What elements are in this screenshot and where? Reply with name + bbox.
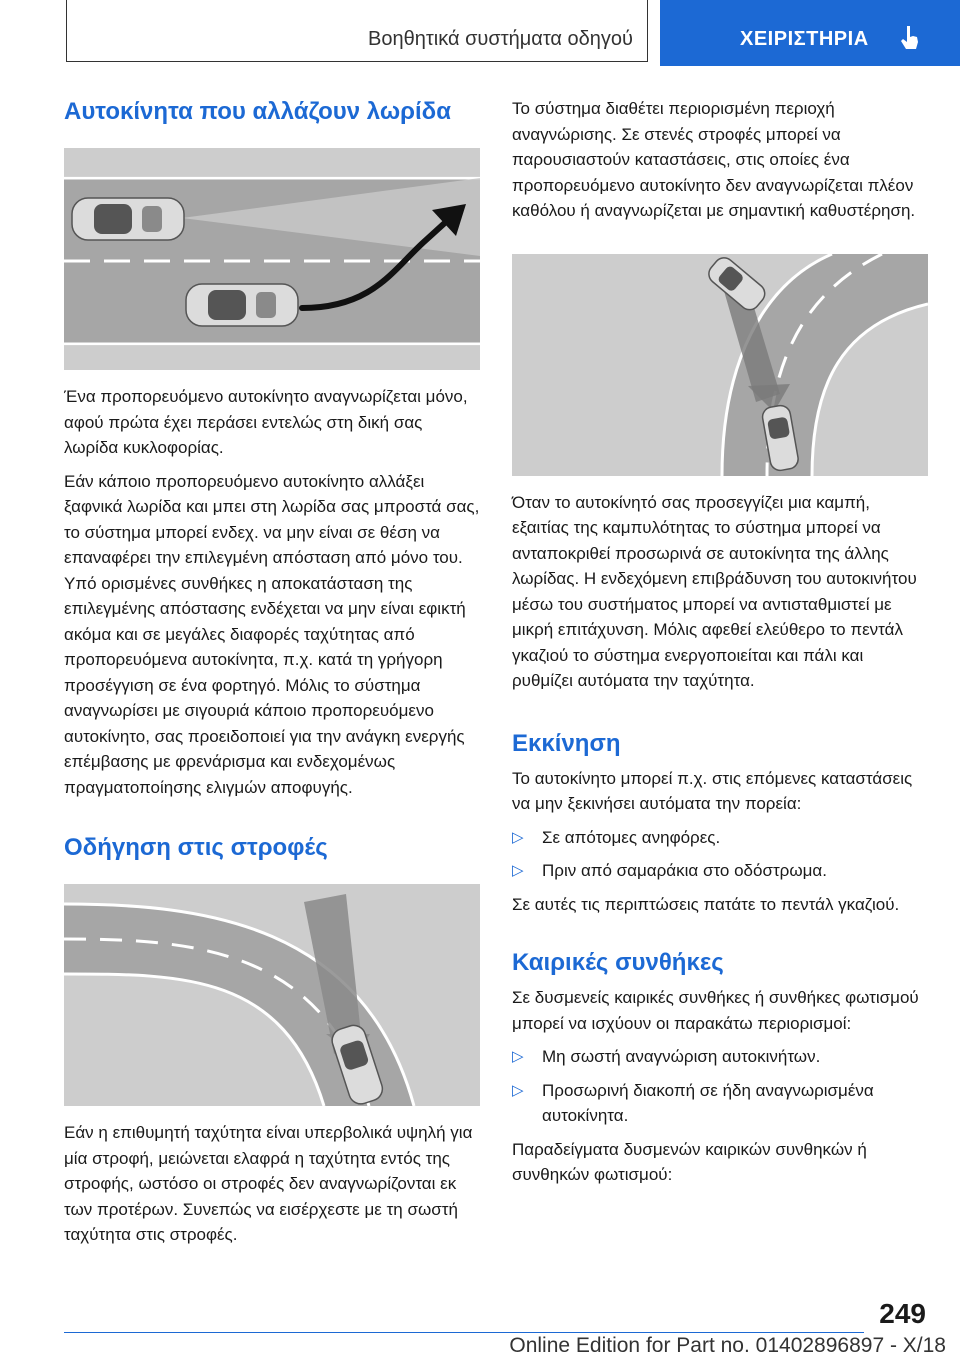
triangle-bullet-icon: ▷: [512, 862, 524, 879]
section-title: Βοηθητικά συστήματα οδηγού: [368, 28, 633, 50]
list-item: ▷ Πριν από σαμαράκια στο οδόστρωμα.: [512, 858, 928, 884]
chapter-title: ΧΕΙΡΙΣΤΗΡΙΑ: [740, 28, 869, 50]
footer-divider: [64, 1332, 864, 1333]
paragraph: Το αυτοκίνητο μπορεί π.χ. στις επόμενες καταστάσεις να μην ξεκινήσει αυτόματα την πορεία:: [512, 768, 913, 813]
paragraph: Παραδείγματα δυσμενών καιρικών συνθηκών ή συνθηκών φωτισμού:: [512, 1139, 867, 1184]
heading-lane-change: Αυτοκίνητα που αλλάζουν λωρίδα: [64, 98, 451, 125]
paragraph: Όταν το αυτοκίνητό σας προσεγγίζει μια καμπή, εξαιτίας της καμπυλότητας το σύστημα μπορεί να ανταποκριθεί προσωρινά σε αυτοκίνητα της άλλης λωρίδας. Η ενδεχόμενη επιβράδυνση του αυτοκινήτου μέσω του συστήματος μπορεί να αντισταθμιστεί με μικρή επιτάχυνση. Μόλις αφεθεί ελεύθερο το πεντάλ γκαζιού το σύστημα ενεργοποιείται και πάλι και ρυθμίζει αυτόματα την ταχύτητα.: [512, 492, 917, 690]
edition-footer: Online Edition for Part no. 01402896897 - X/18: [509, 1334, 946, 1357]
paragraph: Εάν κάποιο προπορευόμενο αυτοκίνητο αλλάξει ξαφνικά λωρίδα και μπει στη λωρίδα σας μπροστά σας, το σύστημα μπορεί ενδεχ. να μην είναι σε θέση να επαναφέρει την επιλεγμένη απόσταση από μόνο του. Υπό ορισμένες συνθήκες η αποκατάσταση της επιλεγμένης απόστασης ενδέχεται να μην είναι εφικτή ακόμα και σε μεγάλες διαφορές ταχύτητας από προπορευόμενα αυτοκίνητα, π.χ. κατά τη γρήγορη προσέγγιση σε ένα φορτηγό. Μόλις το σύστημα αναγνωρίσει με σιγουριά κάποιο προπορευόμενο αυτοκίνητο, σας προειδοποιεί για την ανάγκη ενεργής επέμβασης με φρενάρισμα και ενδεχομένως πραγματοποίησης ελιγμών αποφυγής.: [64, 471, 480, 797]
paragraph: Σε δυσμενείς καιρικές συνθήκες ή συνθήκες φωτισμού μπορεί να ισχύουν οι παρακάτω περιορισμοί:: [512, 988, 919, 1033]
page-header: [0, 0, 960, 66]
paragraph: Το σύστημα διαθέτει περιορισμένη περιοχή αναγνώρισης. Σε στενές στροφές μπορεί να παρουσιαστούν καταστάσεις, στις οποίες ένα προπορευόμενο αυτοκίνητο δεν αναγνωρίζεται πλέον καθόλου ή αναγνωρίζεται με σημαντική καθυστέρηση.: [512, 99, 916, 220]
figure-curve: [64, 884, 480, 1106]
heading-start: Εκκίνηση: [512, 729, 621, 757]
figure-tight-curve: [512, 254, 928, 476]
list-item: ▷ Σε απότομες ανηφόρες.: [512, 825, 928, 851]
list-item: ▷ Μη σωστή αναγνώριση αυτοκινήτων.: [512, 1044, 928, 1070]
triangle-bullet-icon: ▷: [512, 1048, 524, 1065]
section-title-box: [66, 0, 648, 62]
own-car-icon: [186, 284, 298, 326]
triangle-bullet-icon: ▷: [512, 1081, 524, 1099]
page-number: 249: [879, 1298, 926, 1329]
car-ahead-icon: [72, 198, 184, 240]
paragraph: Εάν η επιθυμητή ταχύτητα είναι υπερβολικά υψηλή για μία στροφή, μειώνεται ελαφρά η ταχύτητα εντός της στροφής, ωστόσο οι στροφές δεν αναγνωρίζονται εκ των προτέρων. Συνεπώς να εισέρχεστε με τη σωστή ταχύτητα στις στροφές.: [64, 1123, 473, 1244]
paragraph: Ένα προπορευόμενο αυτοκίνητο αναγνωρίζεται μόνο, αφού πρώτα έχει περάσει εντελώς στη δική σας λωρίδα κυκλοφορίας.: [64, 387, 468, 457]
heading-weather: Καιρικές συνθήκες: [512, 949, 724, 976]
paragraph: Σε αυτές τις περιπτώσεις πατάτε το πεντάλ γκαζιού.: [512, 894, 900, 914]
steering-hand-icon: [896, 24, 924, 52]
figure-lane-change: [64, 148, 480, 370]
right-column: [512, 96, 928, 1196]
list-item: ▷ Προσωρινή διακοπή σε ήδη αναγνωρισμένα αυτοκίνητα.: [512, 1078, 928, 1129]
heading-curves: Οδήγηση στις στροφές: [64, 834, 328, 861]
left-column: [64, 96, 480, 1256]
chapter-tab: [660, 0, 960, 66]
triangle-bullet-icon: ▷: [512, 828, 524, 846]
